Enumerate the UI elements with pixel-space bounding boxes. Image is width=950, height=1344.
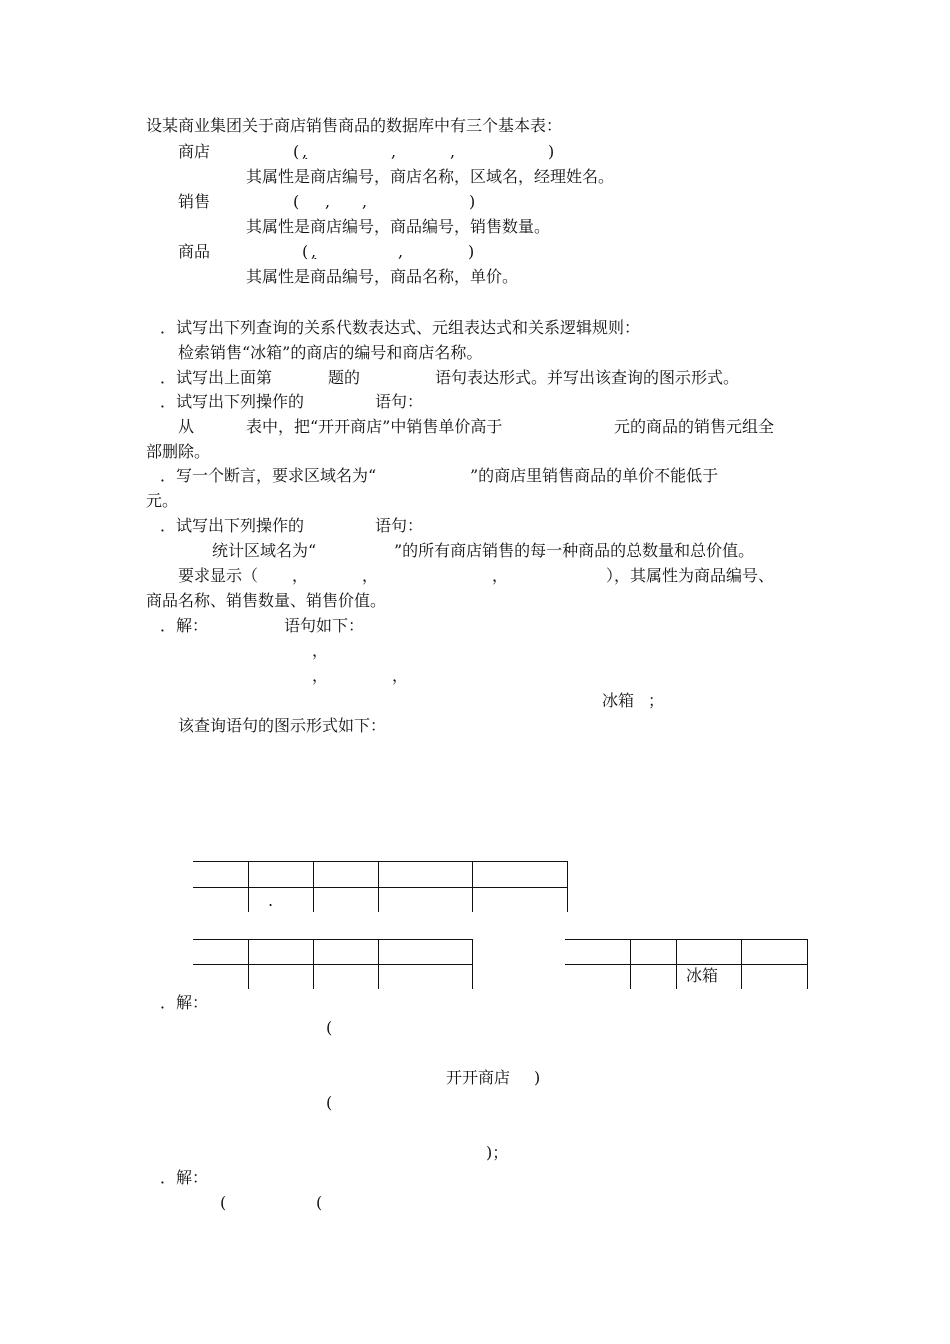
qbe-table-shop-dot: . — [268, 891, 274, 910]
question-3-part-b: 语句： — [375, 392, 424, 411]
goods-table-name: 商品 — [178, 242, 211, 261]
shop-description: 其属性是商店编号，商店名称，区域名，经理姓名。 — [246, 167, 615, 186]
answer-1-intro: 语句如下： — [284, 616, 365, 635]
question-3-part-a: ．试写出下列操作的 — [160, 392, 305, 411]
question-5-display-end: ），其属性为商品编号、 — [606, 566, 775, 585]
question-1-body: 检索销售“冰箱”的商店的编号和商店名称。 — [178, 343, 483, 362]
intro-line: 设某商业集团关于商店销售商品的数据库中有三个基本表： — [146, 116, 563, 135]
answer-2-end: )； — [486, 1143, 509, 1162]
goods-comma-2: , — [398, 242, 404, 261]
question-2-part-c: 语句表达形式。并写出该查询的图示形式。 — [435, 368, 740, 387]
question-5-part-b: 语句： — [375, 516, 424, 535]
answer-3-paren-2: ( — [316, 1193, 323, 1212]
answer-2-paren-close-1: ) — [534, 1068, 541, 1087]
question-5-display-comma-1: ， — [292, 566, 309, 585]
answer-2-paren-2: ( — [326, 1093, 333, 1112]
sale-description: 其属性是商店编号，商品编号，销售数量。 — [246, 217, 551, 236]
answer-3-label: ．解： — [160, 1168, 209, 1187]
qbe-table-goods-fridge: 冰箱 — [686, 966, 719, 985]
question-4-continuation: 元。 — [146, 491, 179, 510]
shop-comma-2: , — [391, 142, 397, 161]
answer-1-fridge: 冰箱 — [602, 691, 635, 710]
shop-key-comma: , — [302, 142, 308, 161]
answer-1-graph-label: 该查询语句的图示形式如下： — [178, 716, 387, 735]
sale-paren-close: ) — [469, 192, 476, 211]
question-3-body-end: 元的商品的销售元组全 — [614, 417, 775, 436]
goods-paren-open: ( — [302, 242, 309, 261]
question-3-body: 表中，把“开开商店”中销售单价高于 — [246, 417, 503, 436]
answer-2-shop: 开开商店 — [446, 1068, 511, 1087]
question-2-part-b: 题的 — [328, 368, 361, 387]
answer-2-label: ．解： — [160, 993, 209, 1012]
answer-3-paren-1: ( — [220, 1193, 227, 1212]
answer-2-paren-1: ( — [326, 1018, 333, 1037]
question-2-part-a: ．试写出上面第 — [160, 368, 273, 387]
question-5-continuation: 商品名称、销售数量、销售价值。 — [146, 591, 387, 610]
answer-1-label: ．解： — [160, 616, 209, 635]
goods-key-comma: , — [311, 242, 317, 261]
question-5-display: 要求显示（ — [178, 566, 259, 585]
shop-comma-3: , — [450, 142, 456, 161]
goods-paren-close: ) — [468, 242, 475, 261]
answer-1-semicolon: ； — [648, 691, 665, 710]
question-1-title: ．试写出下列查询的关系代数表达式、元组表达式和关系逻辑规则： — [160, 318, 641, 337]
shop-paren-open: ( — [293, 142, 300, 161]
question-5-part-a: ．试写出下列操作的 — [160, 516, 305, 535]
answer-1-comma-2: ， — [312, 666, 329, 685]
question-5-body-a: 统计区域名为“ — [212, 541, 317, 560]
question-3-continuation: 部删除。 — [146, 442, 211, 461]
question-4-part-a: ．写一个断言，要求区域名为“ — [160, 466, 377, 485]
sale-paren-open: ( — [293, 192, 300, 211]
shop-table-name: 商店 — [178, 142, 211, 161]
answer-1-comma-3: ， — [392, 666, 409, 685]
sale-comma-2: , — [362, 192, 368, 211]
sale-table-name: 销售 — [178, 192, 211, 211]
goods-description: 其属性是商品编号，商品名称，单价。 — [246, 267, 519, 286]
shop-paren-close: ) — [548, 142, 555, 161]
question-5-display-comma-2: ， — [362, 566, 379, 585]
question-5-body-b: ”的所有商店销售的每一种商品的总数量和总价值。 — [394, 541, 755, 560]
answer-1-comma-1: ， — [312, 641, 329, 660]
sale-comma-1: , — [325, 192, 331, 211]
question-3-from: 从 — [178, 417, 195, 436]
question-4-part-b: ”的商店里销售商品的单价不能低于 — [470, 466, 719, 485]
question-5-display-comma-3: ， — [492, 566, 509, 585]
